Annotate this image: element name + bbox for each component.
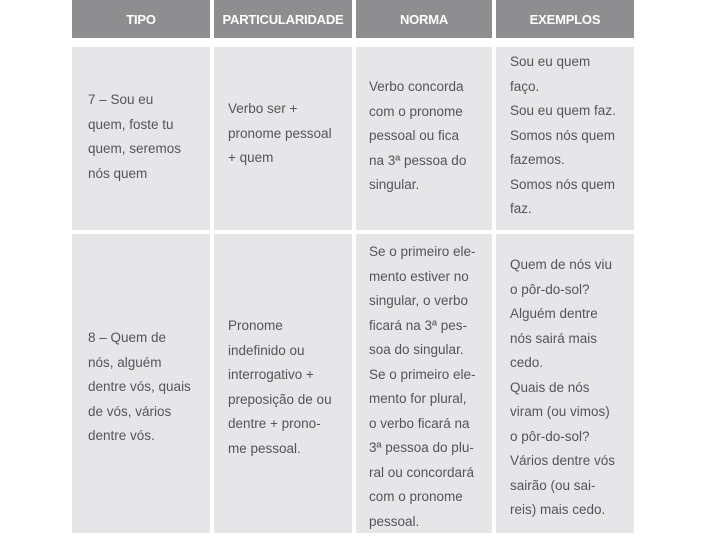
row8-tipo: 8 – Quem de nós, alguém dentre vós, quais de vós, vários dentre vós. (72, 234, 210, 533)
header-norma: NORMA (356, 0, 492, 38)
header-exemplos: EXEMPLOS (496, 0, 634, 38)
header-tipo: TIPO (72, 0, 210, 38)
row7-exemplos: Sou eu quem faço. Sou eu quem faz. Somos nós quem fazemos. Somos nós quem faz. (496, 47, 634, 230)
row7-norma: Verbo concorda com o pronome pessoal ou fica na 3ª pessoa do singular. (356, 47, 492, 230)
header-particularidade: PARTICULARIDADE (214, 0, 352, 38)
row7-tipo: 7 – Sou eu quem, foste tu quem, seremos nós quem (72, 47, 210, 230)
grammar-table (72, 0, 634, 533)
row8-exemplos: Quem de nós viu o pôr-do-sol? Alguém dentre nós sairá mais cedo. Quais de nós viram (ou vimos) o pôr-do-sol? Vários dentre vós sairão (ou sai- reis) mais cedo. (496, 234, 634, 533)
row8-norma: Se o primeiro ele- mento estiver no singular, o verbo ficará na 3ª pes- soa do singular. Se o primeiro ele- mento for plural, o verbo ficará na 3ª pessoa do plu- ral ou concordará com o pronome pessoal. (356, 234, 492, 533)
row8-particularidade: Pronome indefinido ou interrogativo + preposição de ou dentre + prono- me pessoal. (214, 234, 352, 533)
row7-particularidade: Verbo ser + pronome pessoal + quem (214, 47, 352, 230)
